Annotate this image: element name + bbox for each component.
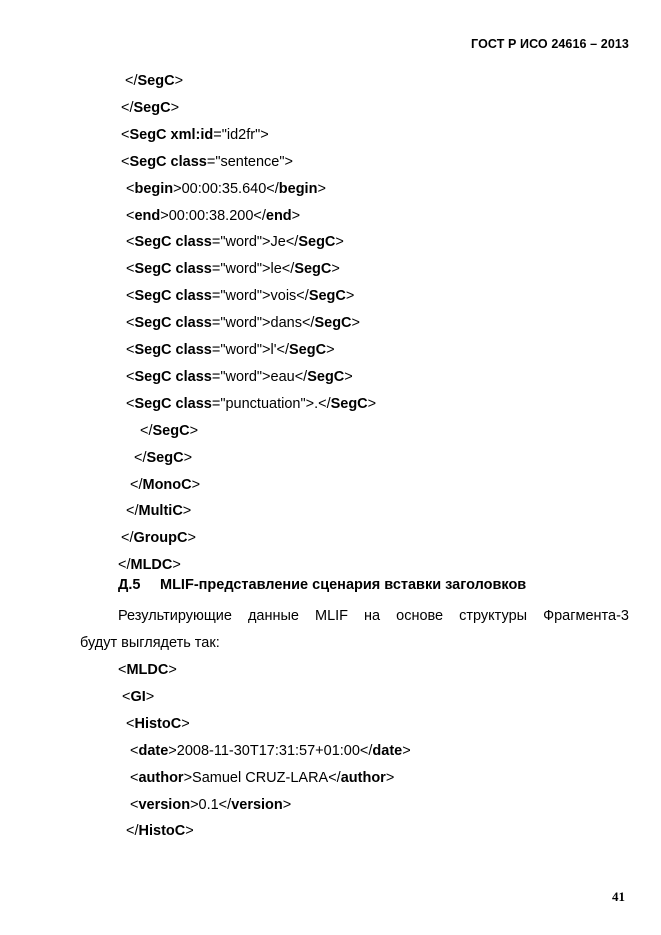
page-number: 41 bbox=[612, 889, 625, 904]
code-text: < bbox=[121, 126, 130, 143]
code-tag-name: SegC class bbox=[129, 153, 207, 170]
code-text: < bbox=[130, 742, 139, 759]
code-text: > bbox=[183, 449, 193, 466]
code-tag-name: SegC class bbox=[134, 261, 212, 278]
code-text: > bbox=[351, 315, 361, 332]
code-line bbox=[121, 126, 269, 144]
code-text: > bbox=[317, 180, 326, 197]
code-tag-name: MLDC bbox=[126, 662, 169, 678]
code-text: < bbox=[126, 368, 135, 385]
code-text: ="punctuation">.</ bbox=[211, 395, 331, 412]
code-tag-name: version bbox=[138, 796, 191, 813]
code-tag-name: SegC xml:id bbox=[129, 126, 214, 143]
code-line bbox=[134, 449, 192, 467]
code-text: < bbox=[130, 796, 139, 813]
code-text: ="word">dans</ bbox=[211, 315, 315, 332]
code-text: < bbox=[126, 234, 135, 251]
code-tag-name: HistoC bbox=[134, 715, 182, 732]
code-tag-name: author bbox=[340, 769, 386, 786]
code-line bbox=[126, 368, 353, 386]
code-text: > bbox=[326, 342, 335, 358]
code-tag-name: MonoC bbox=[142, 476, 192, 493]
code-text: >Samuel CRUZ-LARA</ bbox=[183, 769, 341, 786]
code-tag-name: SegC bbox=[137, 73, 175, 89]
code-text: </ bbox=[126, 823, 139, 840]
code-line bbox=[140, 422, 198, 440]
code-text: < bbox=[126, 288, 135, 305]
code-line bbox=[126, 314, 360, 332]
code-text: > bbox=[189, 422, 199, 439]
code-line bbox=[126, 822, 194, 840]
code-tag-name: begin bbox=[278, 180, 318, 197]
code-text: ="word">l'</ bbox=[211, 342, 290, 358]
code-text: >2008-11-30T17:31:57+01:00</ bbox=[168, 742, 373, 759]
code-line bbox=[126, 233, 344, 251]
code-text: </ bbox=[126, 503, 139, 520]
code-text: ="word">eau</ bbox=[211, 368, 308, 385]
code-text: < bbox=[126, 261, 135, 278]
code-tag-name: GI bbox=[130, 688, 146, 705]
code-tag-name: author bbox=[138, 769, 184, 786]
code-text: > bbox=[174, 73, 184, 89]
code-tag-name: SegC bbox=[294, 261, 332, 278]
code-tag-name: version bbox=[231, 796, 283, 813]
code-tag-name: end bbox=[265, 207, 292, 224]
code-tag-name: HistoC bbox=[138, 823, 186, 840]
code-text: > bbox=[385, 769, 395, 786]
code-text: > bbox=[172, 557, 181, 574]
code-text: > bbox=[182, 503, 192, 520]
code-text: >00:00:35.640</ bbox=[173, 180, 279, 197]
code-line bbox=[118, 661, 177, 679]
code-text: > bbox=[181, 715, 190, 732]
code-text: > bbox=[168, 662, 177, 678]
section-title: MLIF-представление сценария вставки заголовков bbox=[160, 577, 527, 593]
code-text: > bbox=[331, 261, 340, 278]
code-line bbox=[126, 287, 354, 305]
code-text: < bbox=[122, 688, 131, 705]
code-line bbox=[125, 72, 183, 90]
code-line bbox=[130, 476, 200, 494]
code-text: </ bbox=[121, 99, 134, 116]
code-line bbox=[126, 341, 335, 359]
code-text: > bbox=[335, 234, 344, 251]
code-tag-name: GroupC bbox=[133, 530, 188, 547]
code-text: > bbox=[345, 288, 355, 305]
code-text: </ bbox=[125, 73, 138, 89]
code-text: </ bbox=[140, 422, 153, 439]
code-line bbox=[121, 529, 196, 547]
code-text: > bbox=[367, 395, 377, 412]
document-header: ГОСТ Р ИСО 24616 – 2013 bbox=[471, 37, 629, 51]
code-text: >0.1</ bbox=[190, 796, 232, 813]
code-tag-name: SegC bbox=[330, 395, 368, 412]
code-text: < bbox=[130, 769, 139, 786]
code-text: ="word">le</ bbox=[211, 261, 295, 278]
code-text: < bbox=[118, 662, 127, 678]
code-tag-name: end bbox=[134, 207, 161, 224]
code-tag-name: SegC class bbox=[134, 395, 212, 412]
code-text: > bbox=[145, 688, 155, 705]
code-tag-name: SegC bbox=[307, 368, 345, 385]
paragraph-line-1: Результирующие данные MLIF на основе структуры Фрагмента-3 bbox=[118, 608, 629, 624]
code-tag-name: SegC class bbox=[134, 342, 212, 358]
code-tag-name: SegC bbox=[314, 315, 352, 332]
code-line bbox=[121, 153, 293, 171]
code-line bbox=[121, 99, 179, 117]
code-text: > bbox=[344, 368, 353, 385]
code-text: </ bbox=[121, 530, 134, 547]
code-tag-name: SegC class bbox=[134, 315, 212, 332]
code-text: < bbox=[121, 153, 130, 170]
code-line bbox=[126, 502, 191, 520]
code-tag-name: MultiC bbox=[138, 503, 183, 520]
code-line bbox=[130, 742, 411, 760]
code-tag-name: SegC bbox=[289, 342, 327, 358]
code-tag-name: SegC bbox=[133, 99, 171, 116]
code-text: </ bbox=[118, 557, 131, 574]
code-text: < bbox=[126, 207, 135, 224]
code-tag-name: date bbox=[372, 742, 403, 759]
code-text: >00:00:38.200</ bbox=[160, 207, 266, 224]
code-tag-name: date bbox=[138, 742, 169, 759]
code-line bbox=[122, 688, 154, 706]
code-tag-name: MLDC bbox=[130, 557, 173, 574]
code-tag-name: SegC bbox=[298, 234, 336, 251]
paragraph-line-2: будут выглядеть так: bbox=[80, 635, 220, 651]
code-tag-name: SegC class bbox=[134, 234, 212, 251]
code-text: < bbox=[126, 315, 135, 332]
code-text: < bbox=[126, 395, 135, 412]
code-line bbox=[126, 180, 326, 198]
code-text: < bbox=[126, 715, 135, 732]
code-text: > bbox=[191, 476, 201, 493]
code-tag-name: SegC bbox=[152, 422, 190, 439]
code-line bbox=[130, 769, 394, 787]
code-line bbox=[126, 715, 190, 733]
code-line bbox=[126, 260, 340, 278]
code-text: ="word">Je</ bbox=[211, 234, 299, 251]
section-number: Д.5 bbox=[118, 577, 141, 593]
code-text: ="id2fr"> bbox=[213, 126, 269, 143]
code-text: > bbox=[185, 823, 194, 840]
code-text: > bbox=[291, 207, 301, 224]
code-tag-name: SegC bbox=[146, 449, 184, 466]
section-heading bbox=[118, 576, 526, 594]
code-tag-name: SegC bbox=[308, 288, 346, 305]
code-text: </ bbox=[130, 476, 143, 493]
code-text: > bbox=[187, 530, 196, 547]
code-text: > bbox=[402, 742, 411, 759]
code-line bbox=[126, 395, 376, 413]
code-line bbox=[126, 207, 300, 225]
code-text: > bbox=[170, 99, 180, 116]
code-text: < bbox=[126, 342, 135, 358]
code-tag-name: SegC class bbox=[134, 288, 212, 305]
code-line bbox=[130, 796, 291, 814]
code-text: ="word">vois</ bbox=[211, 288, 309, 305]
code-text: > bbox=[282, 796, 292, 813]
code-text: </ bbox=[134, 449, 147, 466]
code-text: < bbox=[126, 180, 135, 197]
code-line bbox=[118, 556, 181, 574]
code-tag-name: SegC class bbox=[134, 368, 212, 385]
code-tag-name: begin bbox=[134, 180, 174, 197]
code-text: ="sentence"> bbox=[206, 153, 293, 170]
